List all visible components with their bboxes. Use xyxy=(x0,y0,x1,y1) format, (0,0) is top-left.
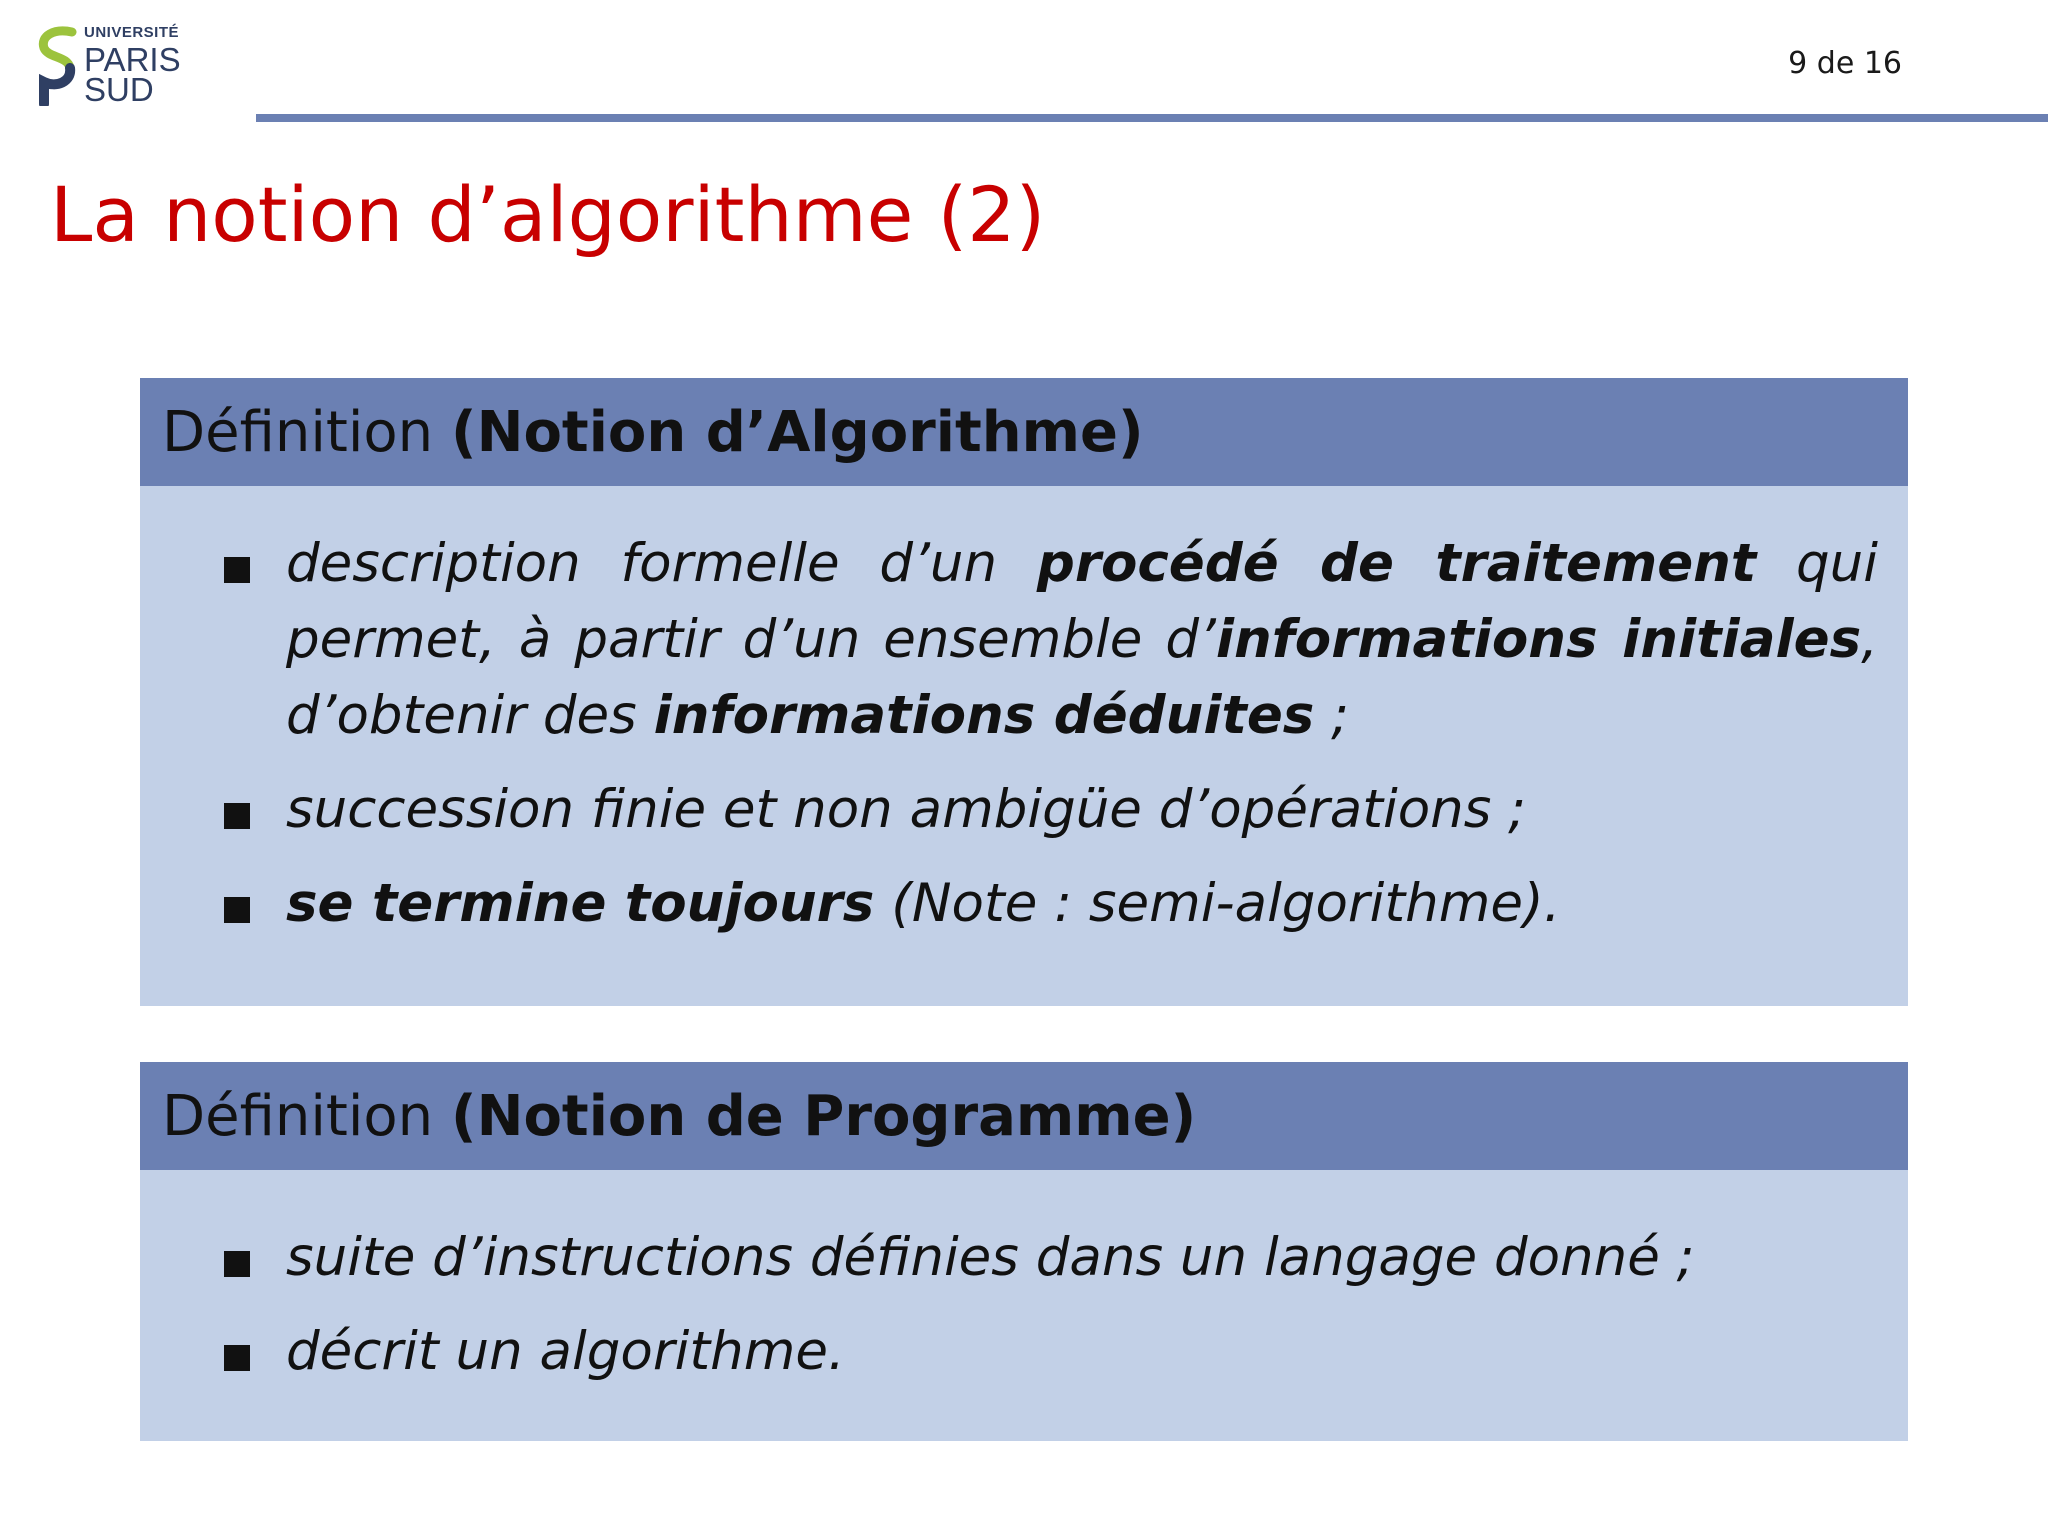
item-text: description formelle d’un xyxy=(286,533,1037,594)
logo-s-mark-icon xyxy=(34,26,84,106)
item-text: suite d’instructions définies dans un langage donné ; xyxy=(286,1227,1695,1288)
item-text-bold: procédé de traitement xyxy=(1036,533,1757,594)
definition-term: (Notion d’Algorithme) xyxy=(450,399,1144,465)
square-bullet-icon xyxy=(224,557,250,583)
logo-line-universite: UNIVERSITÉ xyxy=(84,24,180,41)
page-counter: 9 de 16 xyxy=(1788,46,1902,81)
item-text: (Note : semi-algorithme). xyxy=(874,873,1561,934)
square-bullet-icon xyxy=(224,803,250,829)
definition-term: (Notion de Programme) xyxy=(450,1083,1197,1149)
item-text: , d’obtenir des xyxy=(286,609,1878,746)
square-bullet-icon xyxy=(224,1251,250,1277)
definition-label: Définition xyxy=(162,1083,434,1149)
item-text: qui permet, à partir d’un ensemble d’ xyxy=(286,533,1878,670)
item-text-bold: informations initiales xyxy=(1215,609,1862,670)
list-item xyxy=(140,1220,1908,1296)
item-text: ; xyxy=(1314,685,1350,746)
definition-label: Définition xyxy=(162,399,434,465)
list-item xyxy=(140,866,1908,942)
item-text-bold: se termine toujours xyxy=(286,873,875,934)
university-logo xyxy=(34,22,194,106)
item-text-bold: informations déduites xyxy=(653,685,1315,746)
logo-line-sud: SUD xyxy=(84,71,154,108)
definition-block-header xyxy=(140,1062,1908,1170)
definition-item-list xyxy=(140,1170,1908,1390)
item-text: succession finie et non ambigüe d’opérations ; xyxy=(286,779,1527,840)
definition-block-algorithme xyxy=(140,378,1908,1006)
definition-block-programme xyxy=(140,1062,1908,1441)
slide-title: La notion d’algorithme (2) xyxy=(50,170,1046,259)
list-item xyxy=(140,772,1908,848)
list-item xyxy=(140,526,1908,754)
square-bullet-icon xyxy=(224,1345,250,1371)
definition-item-list xyxy=(140,486,1908,942)
header-rule xyxy=(256,114,2048,122)
logo-line-paris: PARIS xyxy=(84,41,181,78)
square-bullet-icon xyxy=(224,897,250,923)
list-item xyxy=(140,1314,1908,1390)
definition-block-header xyxy=(140,378,1908,486)
item-text: décrit un algorithme. xyxy=(286,1321,845,1382)
